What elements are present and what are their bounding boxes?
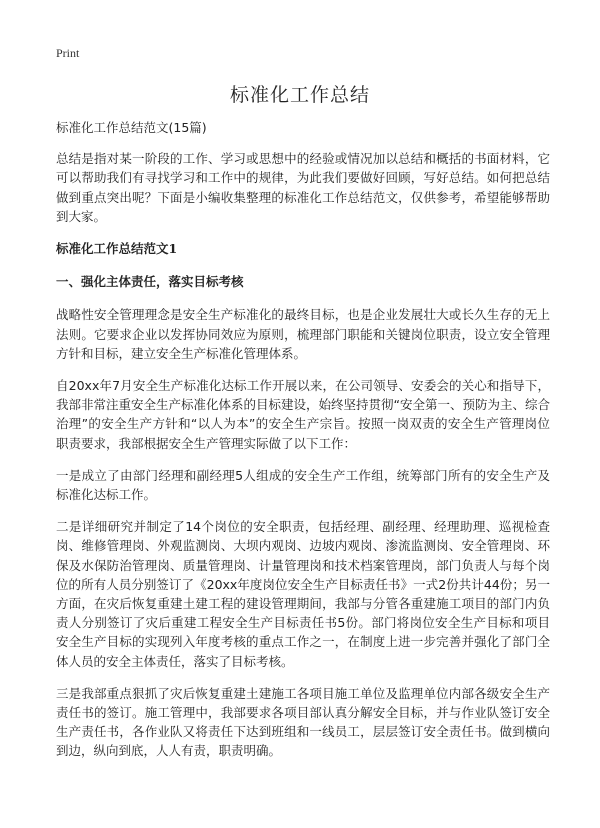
body-paragraph: 三是我部重点狠抓了灾后恢复重建土建施工各项目施工单位及监理单位内部各级安全生产责任书的签订。施工管理中，我部要求各项目部认真分解安全目标，并与作业队签订安全生产责任书，各作业队又将责任下达到班组和一线员工，层层签订安全责任书。做到横向到边，纵向到底，人人有责，职责明确。 xyxy=(56,685,550,759)
section-heading: 标准化工作总结范文1 xyxy=(56,241,178,257)
body-paragraph: 自20xx年7月安全生产标准化达标工作开展以来，在公司领导、安委会的关心和指导下，我部非常注重安全生产标准化体系的目标建设，始终坚持贯彻“安全第一、预防为主、综合治理”的安全生产方针和“以人为本”的安全生产宗旨。按照一岗双责的安全生产管理岗位职责要求，我部根据安全生产管理实际做了以下工作： xyxy=(56,378,550,451)
intro-paragraph: 总结是指对某一阶段的工作、学习或思想中的经验或情况加以总结和概括的书面材料，它可以帮助我们有寻找学习和工作中的规律，为此我们要做好回顾，写好总结。如何把总结做到重点突出呢？下面是小编收集整理的标准化工作总结范文，仅供参考，希望能够帮助到大家。 xyxy=(56,151,550,224)
print-link[interactable]: Print xyxy=(56,46,80,60)
subsection-heading: 一、强化主体责任，落实目标考核 xyxy=(56,274,244,290)
body-paragraph: 战略性安全管理理念是安全生产标准化的最终目标，也是企业发展壮大或长久生存的无上法则。它要求企业以发挥协同效应为原则，梳理部门职能和关键岗位职责，设立安全管理方针和目标，建立安全生产标准化管理体系。 xyxy=(56,307,550,361)
document-body xyxy=(56,118,550,774)
body-paragraph: 二是详细研究并制定了14个岗位的安全职责，包括经理、副经理、经理助理、巡视检查岗、维修管理岗、外观监测岗、大坝内观岗、边坡内观岗、渗流监测岗、安全管理岗、环保及水保防治管理岗、质量管理岗、计量管理岗和技术档案管理岗，部门负责人与每个岗位的所有人员分别签订了《20xx年度岗位安全生产目标责任书》一式2份共计44份；另一方面，在灾后恢复重建土建工程的建设管理期间，我部与分管各重建施工项目的部门内负责人分别签订了灾后重建工程安全生产目标责任书5份。部门将岗位安全生产目标和项目安全生产目标的实现列入年度考核的重点工作之一，在制度上进一步完善并强化了部门全体人员的安全主体责任，落实了目标考核。 xyxy=(56,519,550,669)
body-paragraph: 一是成立了由部门经理和副经理5人组成的安全生产工作组，统筹部门所有的安全生产及标准化达标工作。 xyxy=(56,467,550,503)
document-title: 标准化工作总结 xyxy=(229,84,370,106)
document-subtitle: 标准化工作总结范文(15篇) xyxy=(56,120,207,135)
